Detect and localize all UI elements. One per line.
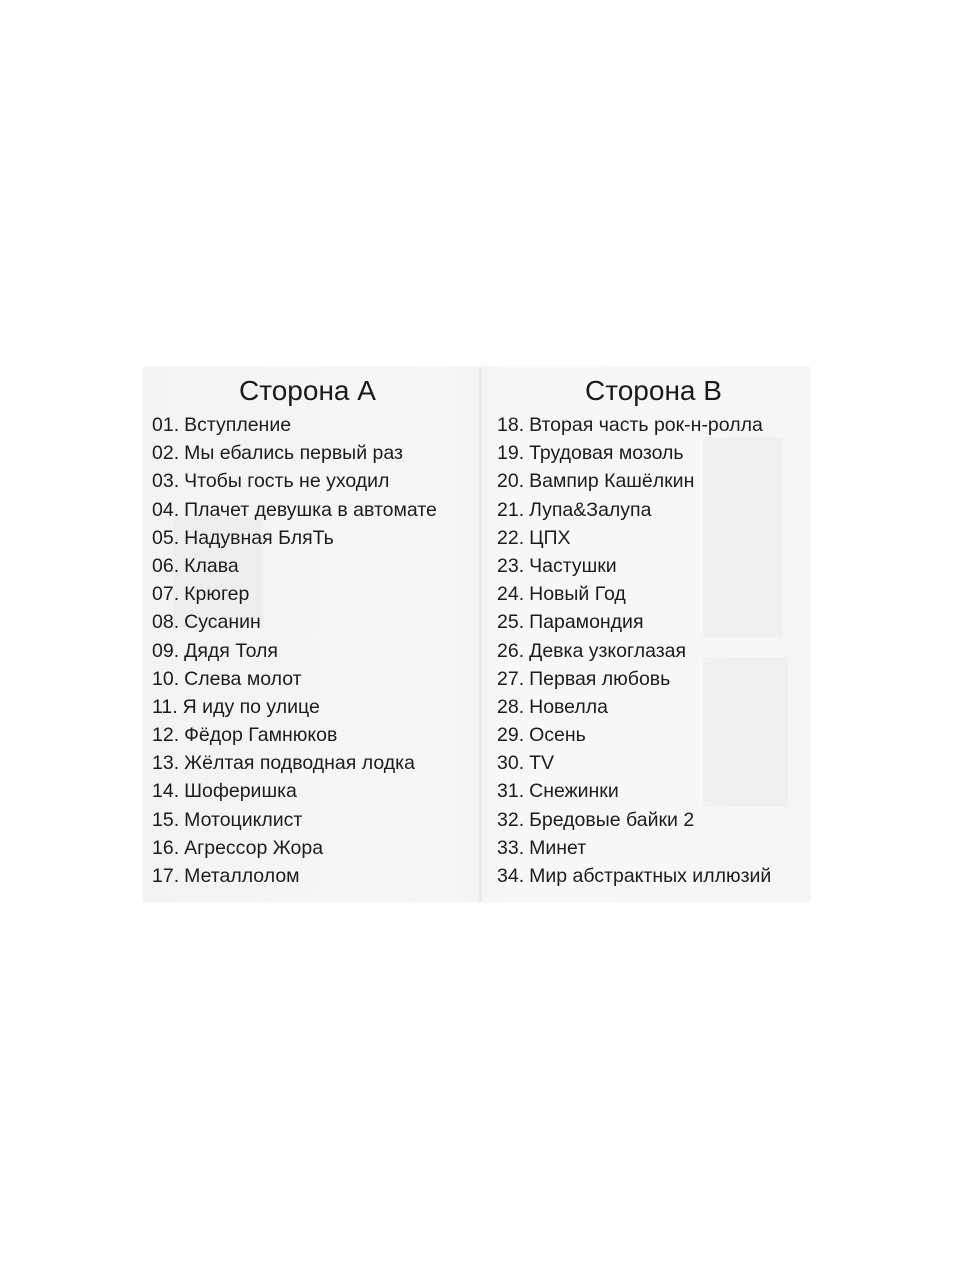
track-title: Вступление	[184, 414, 292, 436]
card-fold-line	[479, 367, 483, 902]
track-item	[152, 608, 437, 636]
track-number: 10.	[152, 667, 180, 690]
track-title: Вампир Кашёлкин	[529, 470, 695, 493]
track-item	[497, 439, 771, 467]
track-item	[152, 552, 437, 580]
track-title: Мотоциклист	[184, 808, 303, 831]
side-a-tracklist	[152, 411, 437, 890]
track-title: Лупа&Залупа	[529, 498, 652, 521]
track-number: 13.	[152, 752, 180, 775]
track-title: Металлолом	[184, 865, 300, 887]
track-number: 25.	[497, 611, 525, 634]
track-number: 27.	[497, 667, 525, 690]
track-item	[497, 467, 771, 495]
track-number: 15.	[152, 808, 180, 831]
track-item	[497, 665, 771, 693]
track-number: 23.	[497, 554, 525, 577]
track-item	[152, 777, 437, 805]
track-title: Жёлтая подводная лодка	[184, 752, 415, 775]
track-title: Парамондия	[529, 611, 644, 634]
track-number: 29.	[497, 724, 525, 747]
track-item	[152, 749, 437, 777]
track-item	[497, 637, 771, 665]
track-number: 22.	[497, 526, 525, 549]
track-title: Слева молот	[184, 667, 302, 690]
track-item	[152, 467, 437, 495]
track-item	[152, 665, 437, 693]
track-title: Клава	[184, 554, 239, 577]
track-number: 18.	[497, 414, 525, 436]
track-item	[497, 749, 771, 777]
track-number: 26.	[497, 639, 525, 662]
track-item	[497, 806, 771, 834]
side-b-title: Сторона В	[585, 375, 722, 406]
track-number: 21.	[497, 498, 525, 521]
track-number: 14.	[152, 780, 180, 803]
track-number: 03.	[152, 470, 180, 493]
track-title: Первая любовь	[529, 667, 671, 690]
track-title: Надувная БляТь	[184, 526, 334, 549]
track-item	[152, 637, 437, 665]
track-title: Чтобы гость не уходил	[184, 470, 390, 493]
track-number: 34.	[497, 865, 525, 887]
track-number: 07.	[152, 583, 180, 606]
track-item	[497, 721, 771, 749]
track-item	[497, 580, 771, 608]
track-number: 32.	[497, 808, 525, 831]
track-item	[497, 411, 771, 439]
track-title: Агрессор Жора	[184, 836, 324, 859]
track-item	[497, 524, 771, 552]
track-title: Новелла	[529, 695, 608, 718]
track-item	[152, 524, 437, 552]
track-number: 09.	[152, 639, 180, 662]
track-title: Мы ебались первый раз	[184, 442, 403, 465]
track-item	[152, 496, 437, 524]
track-title: Вторая часть рок-н-ролла	[529, 414, 763, 436]
track-title: Плачет девушка в автомате	[184, 498, 437, 521]
track-title: Новый Год	[529, 583, 626, 606]
track-number: 06.	[152, 554, 180, 577]
side-b-tracklist	[497, 411, 771, 890]
track-number: 28.	[497, 695, 525, 718]
track-item	[152, 580, 437, 608]
track-number: 16.	[152, 836, 180, 859]
track-title: Минет	[529, 836, 587, 859]
track-number: 11.	[152, 695, 178, 718]
track-item	[497, 552, 771, 580]
track-title: Мир абстрактных иллюзий	[529, 865, 772, 887]
track-title: Осень	[529, 724, 586, 747]
track-item	[497, 608, 771, 636]
track-item	[152, 806, 437, 834]
track-number: 05.	[152, 526, 180, 549]
track-item	[497, 862, 771, 890]
track-title: Бредовые байки 2	[529, 808, 695, 831]
cassette-insert-card	[143, 367, 810, 902]
track-number: 02.	[152, 442, 180, 465]
track-item	[497, 777, 771, 805]
track-item	[152, 693, 437, 721]
track-title: Фёдор Гамнюков	[184, 724, 338, 747]
track-title: Крюгер	[184, 583, 250, 606]
track-title: Трудовая мозоль	[529, 442, 684, 465]
track-number: 12.	[152, 724, 180, 747]
track-item	[152, 834, 437, 862]
track-item	[497, 834, 771, 862]
track-item	[152, 862, 437, 890]
track-number: 24.	[497, 583, 525, 606]
track-item	[152, 721, 437, 749]
track-item	[152, 411, 437, 439]
track-number: 01.	[152, 414, 180, 436]
track-title: Девка узкоглазая	[529, 639, 687, 662]
track-number: 30.	[497, 752, 525, 775]
track-item	[497, 496, 771, 524]
side-a-title: Сторона А	[239, 375, 376, 406]
track-number: 33.	[497, 836, 525, 859]
track-number: 20.	[497, 470, 525, 493]
track-title: Снежинки	[529, 780, 619, 803]
track-number: 19.	[497, 442, 525, 465]
track-title: Сусанин	[184, 611, 261, 634]
track-title: Я иду по улице	[182, 695, 320, 718]
track-title: Дядя Толя	[184, 639, 278, 662]
track-number: 17.	[152, 865, 180, 887]
track-title: ЦПХ	[529, 526, 571, 549]
track-item	[152, 439, 437, 467]
track-item	[497, 693, 771, 721]
track-title: Частушки	[529, 554, 617, 577]
track-number: 08.	[152, 611, 180, 634]
track-number: 31.	[497, 780, 525, 803]
track-number: 04.	[152, 498, 180, 521]
track-title: TV	[529, 752, 555, 775]
track-title: Шоферишка	[184, 780, 297, 803]
